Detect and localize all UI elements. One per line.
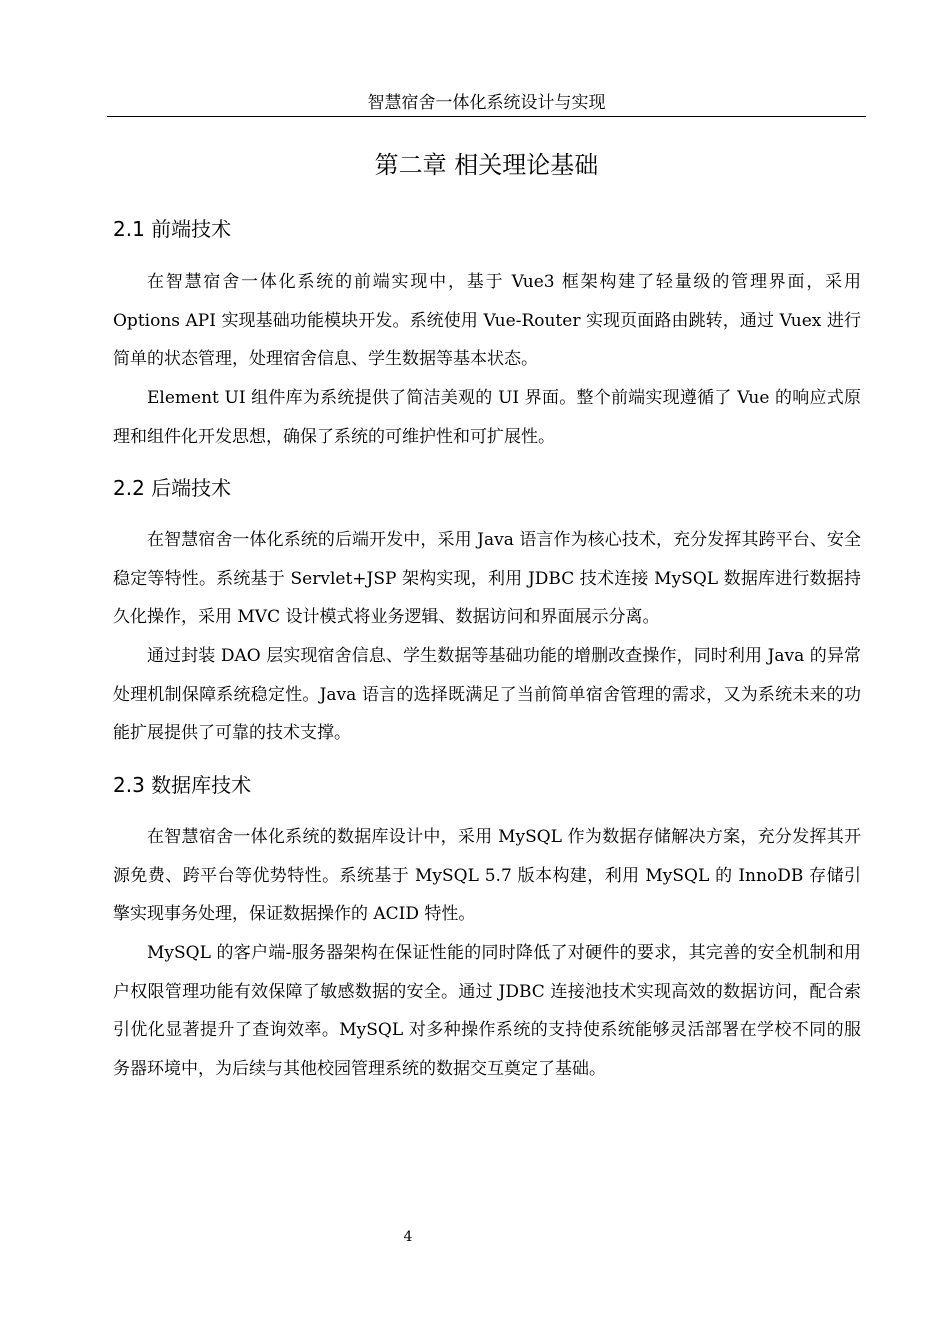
section-heading-2-2: 2.2 后端技术 (113, 476, 232, 500)
paragraph: 在智慧宿舍一体化系统的数据库设计中，采用 MySQL 作为数据存储解决方案，充分发挥其开源免费、跨平台等优势特性。系统基于 MySQL 5.7 版本构建，利用 MySQL 的 InnoDB 存储引擎实现事务处理，保证数据操作的 ACID 特性。 (113, 827, 861, 925)
page-number: 4 (403, 1229, 413, 1245)
paragraph: 通过封装 DAO 层实现宿舍信息、学生数据等基础功能的增删改查操作，同时利用 Java 的异常处理机制保障系统稳定性。Java 语言的选择既满足了当前简单宿舍管理的需求，又为系统未来的功能扩展提供了可靠的技术支撑。 (113, 646, 861, 744)
paragraph: MySQL 的客户端-服务器架构在保证性能的同时降低了对硬件的要求，其完善的安全机制和用户权限管理功能有效保障了敏感数据的安全。通过 JDBC 连接池技术实现高效的数据访问，配合索引优化显著提升了查询效率。MySQL 对多种操作系统的支持使系统能够灵活部署在学校不同的服务器环境中，为后续与其他校园管理系统的数据交互奠定了基础。 (113, 943, 861, 1079)
paragraph: 在智慧宿舍一体化系统的前端实现中，基于 Vue3 框架构建了轻量级的管理界面，采用 Options API 实现基础功能模块开发。系统使用 Vue-Router 实现页面路由跳转，通过 Vuex 进行简单的状态管理，处理宿舍信息、学生数据等基本状态。 (113, 272, 861, 370)
paragraph: Element UI 组件库为系统提供了简洁美观的 UI 界面。整个前端实现遵循了 Vue 的响应式原理和组件化开发思想，确保了系统的可维护性和可扩展性。 (113, 388, 861, 447)
paragraph: 在智慧宿舍一体化系统的后端开发中，采用 Java 语言作为核心技术，充分发挥其跨平台、安全稳定等特性。系统基于 Servlet+JSP 架构实现，利用 JDBC 技术连接 MySQL 数据库进行数据持久化操作，采用 MVC 设计模式将业务逻辑、数据访问和界面展示分离。 (113, 530, 861, 628)
section-heading-2-1: 2.1 前端技术 (113, 217, 232, 241)
section-heading-2-3: 2.3 数据库技术 (113, 773, 252, 797)
running-header: 智慧宿舍一体化系统设计与实现 (107, 92, 866, 117)
chapter-title: 第二章 相关理论基础 (374, 151, 599, 179)
